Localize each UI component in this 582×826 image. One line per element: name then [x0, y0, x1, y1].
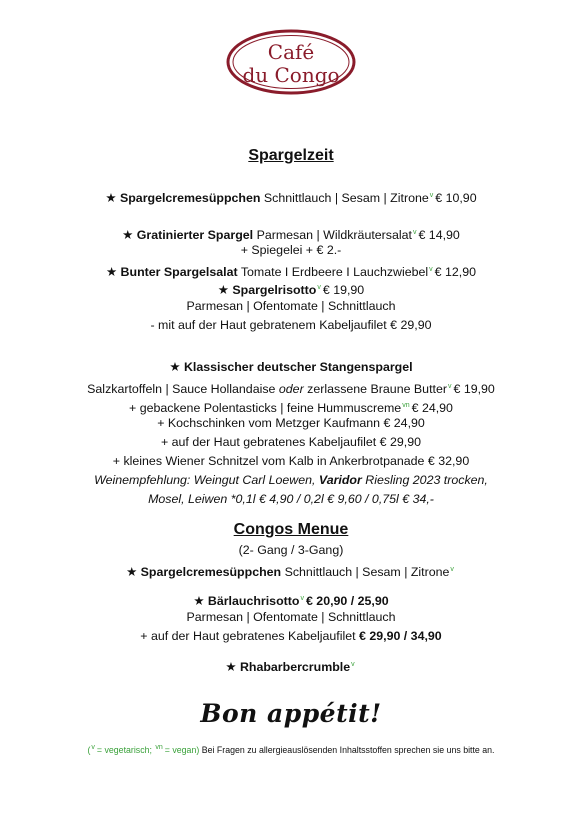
- item-price: € 12,90: [434, 265, 477, 280]
- vegan-icon: vn: [155, 744, 163, 751]
- extra-price: € 29,90 / 34,90: [359, 629, 442, 643]
- menu-item-spargelcremesuppchen-menu: [0, 562, 582, 580]
- item-extra: + kleines Wiener Schnitzel vom Kalb in Ankerbrotpanade € 32,90: [112, 454, 470, 468]
- menu-item-spargelrisotto: [0, 280, 582, 298]
- vegan-icon: vn: [402, 402, 410, 409]
- section-title-congos-menue: Congos Menue: [233, 521, 349, 538]
- item-desc: Schnittlauch | Sesam | Zitrone: [263, 191, 429, 206]
- vegetarian-icon: v: [412, 229, 417, 236]
- item-name: Bunter Spargelsalat: [120, 265, 238, 280]
- extra-text: + gebackene Polentasticks | feine Hummuscreme: [129, 401, 402, 416]
- star-icon: ★: [126, 565, 138, 580]
- vegetarian-icon: v: [429, 266, 433, 273]
- logo-line1: Café: [267, 40, 315, 64]
- wine-name: Varidor: [318, 473, 362, 487]
- allergy-note: Bei Fragen zu allergieauslösenden Inhaltsstoffen sprechen sie uns bitte an.: [201, 744, 495, 755]
- item-name: Rhabarbercrumble: [239, 660, 351, 675]
- item-name: Spargelcremesüppchen: [140, 565, 282, 580]
- wine-prices: Mosel, Leiwen *0,1l € 4,90 / 0,2l € 9,60 / 0,75l € 34,-: [148, 492, 434, 506]
- star-icon: ★: [169, 360, 181, 374]
- item-price: € 20,90 / 25,90: [305, 594, 389, 609]
- cafe-du-congo-logo: [225, 28, 357, 96]
- star-icon: ★: [105, 191, 117, 206]
- desc-part: zerlassene Braune Butter: [307, 382, 447, 397]
- menu-item-stangenspargel: [0, 360, 582, 375]
- vegetarian-icon: v: [447, 383, 452, 390]
- item-desc: Parmesan | Wildkräutersalat: [256, 228, 412, 243]
- item-extra: + Spiegelei + € 2.-: [240, 243, 342, 257]
- item-extra: + Kochschinken vom Metzger Kaufmann € 24,90: [157, 416, 425, 430]
- legend-vegetarian: = vegetarisch;: [96, 744, 152, 755]
- logo-emblem: [225, 28, 357, 96]
- extra-price: € 24,90: [411, 401, 453, 416]
- item-extra: + auf der Haut gebratenes Kabeljaufilet € 29,90: [160, 435, 422, 449]
- section-title-spargelzeit: Spargelzeit: [248, 147, 334, 164]
- item-name: Spargelrisotto: [232, 283, 317, 298]
- footer-note: [0, 742, 582, 756]
- desc-part: Salzkartoffeln | Sauce Hollandaise: [87, 382, 276, 397]
- star-icon: ★: [217, 283, 229, 298]
- item-desc: [0, 379, 582, 397]
- wine-text: Riesling 2023 trocken,: [365, 473, 488, 487]
- item-name: Spargelcremesüppchen: [119, 191, 261, 206]
- menu-item-gratinierter-spargel: [0, 225, 582, 243]
- item-name: Gratinierter Spargel: [136, 228, 254, 243]
- closing-greeting: Bon appétit!: [200, 699, 382, 728]
- star-icon: ★: [105, 265, 118, 280]
- menu-item-barlauchrisotto: [0, 591, 582, 609]
- star-icon: ★: [122, 228, 134, 243]
- item-price: € 19,90: [453, 382, 495, 397]
- wine-text: Weinempfehlung: Weingut Carl Loewen,: [94, 473, 316, 487]
- extra-text: + auf der Haut gebratenes Kabeljaufilet: [140, 629, 356, 643]
- item-desc: Parmesan | Ofentomate | Schnittlauch: [186, 610, 396, 624]
- item-desc: Parmesan | Ofentomate | Schnittlauch: [186, 299, 396, 313]
- item-price: € 19,90: [322, 283, 365, 298]
- vegetarian-icon: v: [317, 284, 321, 291]
- item-name: Klassischer deutscher Stangenspargel: [183, 360, 413, 374]
- vegetarian-icon: v: [429, 192, 434, 199]
- item-price: € 14,90: [418, 228, 460, 243]
- item-desc: Schnittlauch | Sesam | Zitrone: [284, 565, 450, 580]
- item-desc: Tomate I Erdbeere I Lauchzwiebel: [240, 265, 429, 280]
- item-price: € 10,90: [435, 191, 477, 206]
- vegetarian-icon: v: [351, 661, 355, 668]
- star-icon: ★: [193, 594, 205, 609]
- menu-item-spargelcremesuppchen: [0, 188, 582, 206]
- item-extra: [0, 398, 582, 416]
- vegetarian-icon: v: [91, 744, 95, 751]
- vegetarian-icon: v: [450, 566, 454, 573]
- legend-vegan: = vegan): [164, 744, 200, 755]
- item-extra: - mit auf der Haut gebratenem Kabeljaufilet € 29,90: [150, 318, 432, 332]
- star-icon: ★: [225, 660, 237, 675]
- desc-or: oder: [278, 382, 304, 397]
- section-subtitle: (2- Gang / 3-Gang): [238, 543, 344, 557]
- item-name: Bärlauchrisotto: [207, 594, 300, 609]
- menu-item-bunter-spargelsalat: [0, 262, 582, 280]
- logo-line2: du Congo: [242, 63, 340, 87]
- menu-item-rhabarbercrumble: [0, 657, 582, 675]
- legend-open: (: [87, 744, 91, 755]
- vegetarian-icon: v: [300, 595, 304, 602]
- item-extra: [0, 629, 582, 644]
- wine-recommendation: [0, 473, 582, 488]
